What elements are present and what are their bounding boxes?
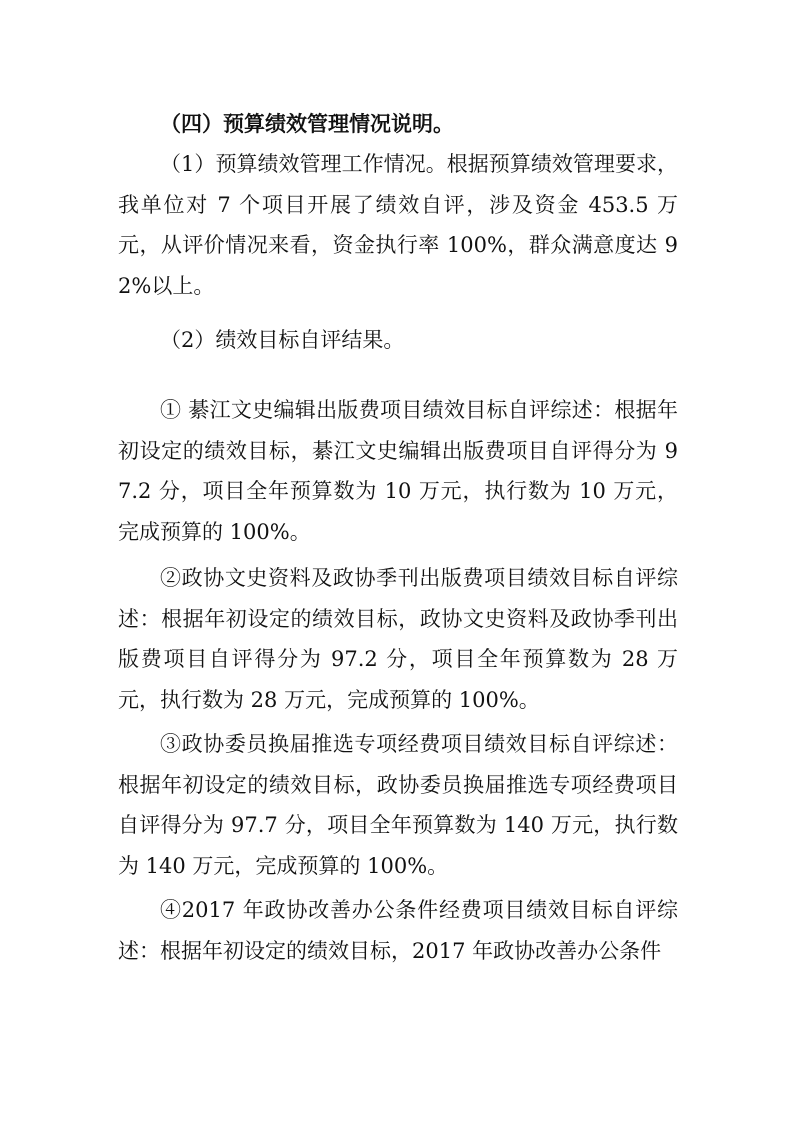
paragraph-item-3: ③政协委员换届推选专项经费项目绩效目标自评综述：根据年初设定的绩效目标，政协委员换届推选专项经费项目自评得分为 97.7 分，项目全年预算数为 140 万元，执行数为 140 万元，完成预算的 100%。 [118, 732, 678, 878]
paragraph-item-1: ① 綦江文史编辑出版费项目绩效目标自评综述：根据年初设定的绩效目标，綦江文史编辑出版费项目自评得分为 97.2 分，项目全年预算数为 10 万元，执行数为 10 万元，完成预算的 100%。 [118, 398, 678, 544]
paragraph-item-2: ②政协文史资料及政协季刊出版费项目绩效目标自评综述：根据年初设定的绩效目标，政协文史资料及政协季刊出版费项目自评得分为 97.2 分，项目全年预算数为 28 万元，执行数为 28 万元，完成预算的 100%。 [118, 566, 678, 712]
paragraph-item-4: ④2017 年政协改善办公条件经费项目绩效目标自评综述：根据年初设定的绩效目标，2017 年政协改善办公条件 [118, 898, 678, 963]
section-heading: （四）预算绩效管理情况说明。 [160, 111, 454, 136]
paragraph-results-title: （2）绩效目标自评结果。 [160, 328, 405, 352]
paragraph-work-status: （1）预算绩效管理工作情况。根据预算绩效管理要求，我单位对 7 个项目开展了绩效自评，涉及资金 453.5 万元，从评价情况来看，资金执行率 100%，群众满意度达 92%以上。 [118, 152, 678, 298]
